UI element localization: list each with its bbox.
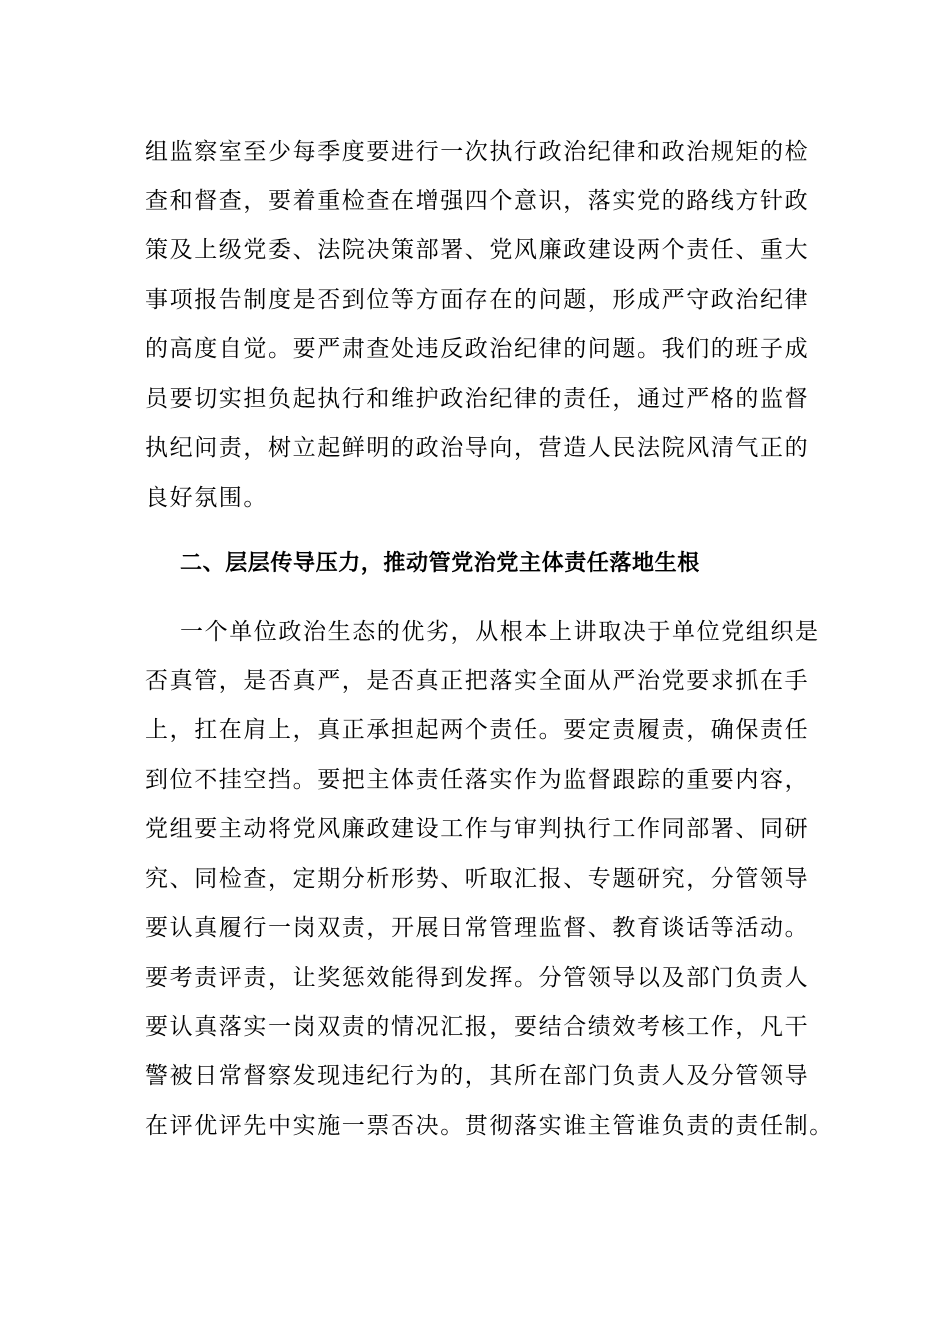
paragraph-2-line-1: 一个单位政治生态的优劣，从根本上讲取决于单位党组织是 bbox=[180, 619, 820, 645]
paragraph-2-line-10: 警被日常督察发现违纪行为的，其所在部门负责人及分管领导 bbox=[145, 1063, 810, 1089]
paragraph-1-line-8: 良好氛围。 bbox=[145, 485, 268, 511]
paragraph-2-line-4: 到位不挂空挡。要把主体责任落实作为监督跟踪的重要内容， bbox=[145, 767, 810, 793]
section-heading: 二、层层传导压力，推动管党治党主体责任落地生根 bbox=[180, 551, 700, 576]
paragraph-2-line-5: 党组要主动将党风廉政建设工作与审判执行工作同部署、同研 bbox=[145, 816, 810, 842]
paragraph-1-line-7: 执纪问责，树立起鲜明的政治导向，营造人民法院风清气正的 bbox=[145, 435, 810, 461]
paragraph-2-line-6: 究、同检查，定期分析形势、听取汇报、专题研究，分管领导 bbox=[145, 866, 810, 892]
paragraph-2-line-2: 否真管，是否真严，是否真正把落实全面从严治党要求抓在手 bbox=[145, 668, 810, 694]
paragraph-1-line-1: 组监察室至少每季度要进行一次执行政治纪律和政治规矩的检 bbox=[145, 139, 810, 165]
paragraph-1-line-6: 员要切实担负起执行和维护政治纪律的责任，通过严格的监督 bbox=[145, 386, 810, 412]
paragraph-1-line-4: 事项报告制度是否到位等方面存在的问题，形成严守政治纪律 bbox=[145, 287, 810, 313]
paragraph-2-line-7: 要认真履行一岗双责，开展日常管理监督、教育谈话等活动。 bbox=[145, 915, 810, 941]
paragraph-2-line-11: 在评优评先中实施一票否决。贯彻落实谁主管谁负责的责任制。 bbox=[145, 1113, 834, 1139]
paragraph-2-line-9: 要认真落实一岗双责的情况汇报，要结合绩效考核工作，凡干 bbox=[145, 1014, 810, 1040]
paragraph-1-line-2: 查和督查，要着重检查在增强四个意识，落实党的路线方针政 bbox=[145, 188, 810, 214]
paragraph-1-line-3: 策及上级党委、法院决策部署、党风廉政建设两个责任、重大 bbox=[145, 237, 810, 263]
paragraph-2-line-3: 上，扛在肩上，真正承担起两个责任。要定责履责，确保责任 bbox=[145, 717, 810, 743]
paragraph-2-line-8: 要考责评责，让奖惩效能得到发挥。分管领导以及部门负责人 bbox=[145, 965, 810, 991]
paragraph-1-line-5: 的高度自觉。要严肃查处违反政治纪律的问题。我们的班子成 bbox=[145, 336, 810, 362]
